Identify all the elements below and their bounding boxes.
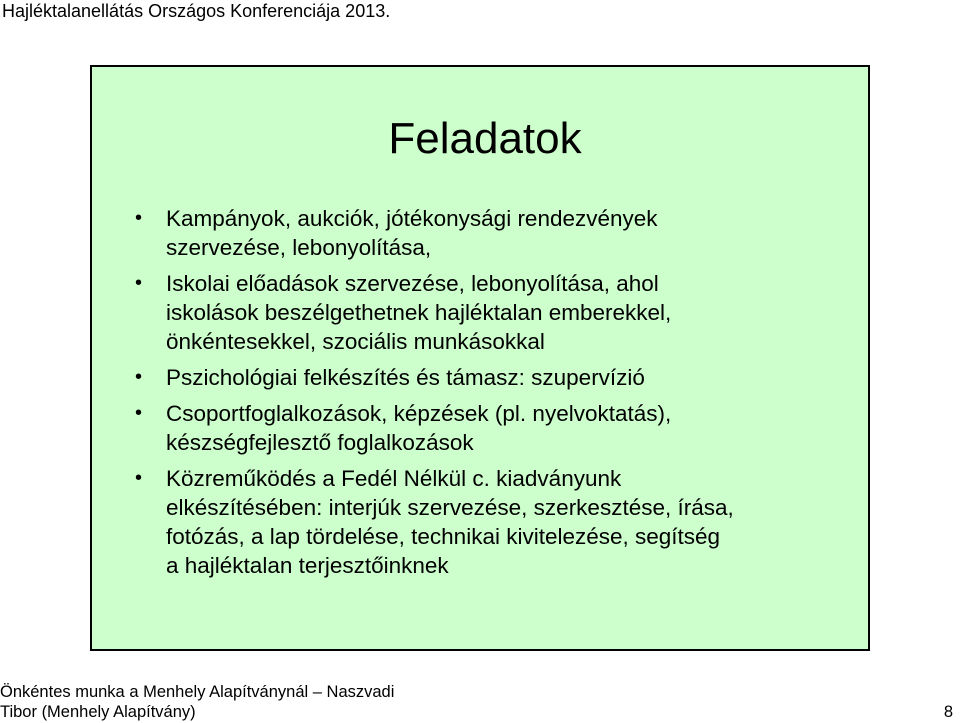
bullet-text-line: Kampányok, aukciók, jótékonysági rendezvények	[166, 206, 658, 231]
conference-header: Hajléktalanellátás Országos Konferenciája 2013.	[2, 1, 391, 21]
bullet-item	[135, 269, 835, 356]
bullet-text-line: Közreműködés a Fedél Nélkül c. kiadványunk	[166, 466, 622, 491]
bullet-item	[135, 363, 835, 392]
bullet-item	[135, 464, 835, 580]
bullet-text-line: elkészítésében: interjúk szervezése, szerkesztése, írása,	[166, 495, 734, 520]
bullet-item	[135, 204, 835, 262]
bullet-list	[135, 204, 835, 587]
bullet-dot-icon: •	[135, 272, 143, 294]
bullet-item	[135, 399, 835, 457]
bullet-text-line: a hajléktalan terjesztőinknek	[166, 553, 449, 578]
bullet-text-line: Pszichológiai felkészítés és támasz: szupervízió	[166, 365, 645, 390]
bullet-text-line: iskolások beszélgethetnek hajléktalan emberekkel,	[166, 300, 672, 325]
bullet-text-line: fotózás, a lap tördelése, technikai kivitelezése, segítség	[166, 524, 721, 549]
bullet-dot-icon: •	[135, 366, 143, 388]
footer-author-line-1: Önkéntes munka a Menhely Alapítványnál – Naszvadi	[0, 683, 395, 701]
bullet-text-line: készségfejlesztő foglalkozások	[166, 430, 474, 455]
bullet-text-line: Csoportfoglalkozások, képzések (pl. nyelvoktatás),	[166, 401, 672, 426]
bullet-dot-icon: •	[135, 207, 143, 229]
page-number: 8	[943, 703, 953, 721]
slide-title: Feladatok	[388, 114, 582, 163]
bullet-text-line: önkéntesekkel, szociális munkásokkal	[166, 329, 545, 354]
bullet-dot-icon: •	[135, 402, 143, 424]
bullet-text-line: Iskolai előadások szervezése, lebonyolítása, ahol	[166, 271, 659, 296]
bullet-dot-icon: •	[135, 467, 143, 489]
bullet-text-line: szervezése, lebonyolítása,	[166, 235, 432, 260]
footer-author-line-2: Tibor (Menhely Alapítvány)	[0, 703, 196, 721]
